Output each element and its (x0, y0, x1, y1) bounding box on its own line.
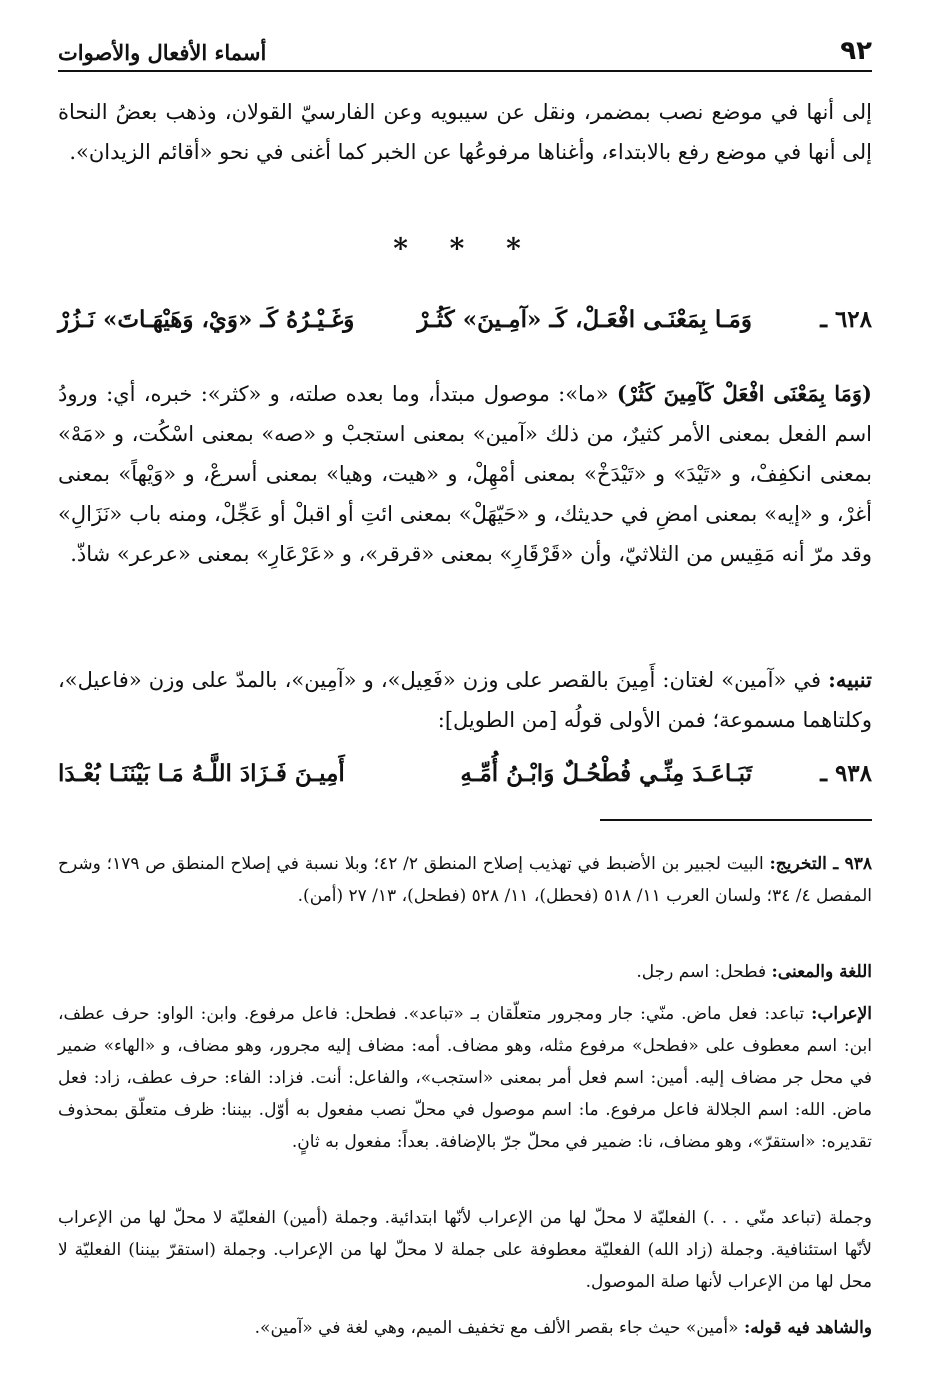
second-hemistich: وَغَـيْـرُهُ كَـ «وَيْ، وَهَيْهَـاتَ» نَـزُرْ (58, 306, 355, 333)
page-header (58, 30, 872, 72)
commentary-paragraph (58, 374, 872, 574)
note-label: تنبيه: (828, 667, 872, 692)
footnote-irab (58, 998, 872, 1158)
second-hemistich: أَمِيـنَ فَـزَادَ اللَّـهُ مَـا بَيْنَنَـا بُعْـدَا (58, 760, 345, 787)
irab-label: الإعراب: (811, 1004, 873, 1024)
opening-paragraph: إلى أنها في موضع نصب بمضمر، ونقل عن سيبويه وعن الفارسيّ القولان، وذهب بعضُ النحاة إلى أنها في موضع رفع بالابتداء، وأغناها مرفوعُها عن الخبر كما أغنى في نحو «أقائم الزيدان». (58, 100, 872, 164)
footnote-lugha (58, 956, 872, 988)
shahid-label: والشاهد فيه قوله: (743, 1318, 872, 1338)
commentary-lead: (وَمَا بِمَعْنَى افْعَلْ كَآمِينَ كَثُرْ) (616, 381, 872, 406)
footnote-divider (600, 819, 872, 821)
lugha-label: اللغة والمعنى: (771, 962, 872, 982)
footnote-takhrij (58, 848, 872, 912)
takhrij-text: البيت لجبير بن الأضبط في تهذيب إصلاح المنطق ٢/ ٤٢؛ وبلا نسبة في إصلاح المنطق ص ١٧٩؛ وشرح المفصل ٤/ ٣٤؛ ولسان العرب ١١/ ٥١٨ (فحطل)، ١١/ ٥٢٨ (فطحل)، ١٣/ ٢٧ (أمن). (58, 854, 872, 906)
footnote-shahid (58, 1312, 872, 1344)
note-paragraph (58, 660, 872, 740)
first-hemistich: وَمَـا بِمَعْنَـى افْعَـلْ، كَـ «آمِـينَ» كَثُـرْ (417, 306, 752, 333)
section-separator: * * * (393, 232, 537, 265)
lugha-text: فطحل: اسم رجل. (636, 962, 767, 982)
verse-number: ٦٢٨ ـ (820, 306, 872, 333)
first-hemistich: تَبَـاعَـدَ مِنِّـي فُطْحُـلٌ وَابْـنُ أُمِّـهِ (460, 760, 752, 787)
footnote-jumal: وجملة (تباعد منّي . . .) الفعليّة لا محلّ لها من الإعراب لأنّها ابتدائية. وجملة (أمين) الفعليّة لا محلّ لها من الإعراب لأنّها استئنافية. وجملة (زاد الله) الفعليّة معطوفة على جملة لا محلّ لها من الإعراب. وجملة (استقرّ بيننا) الفعليّة لا محل لها من الإعراب لأنها صلة الموصول. (58, 1208, 872, 1292)
page-number: ٩٢ (840, 36, 872, 66)
irab-text: تباعد: فعل ماض. منّي: جار ومجرور متعلّقان بـ «تباعد». فطحل: فاعل مرفوع. وابن: الواو: حرف عطف، ابن: اسم معطوف على «فطحل» مرفوع مثله، وهو مضاف. أمه: مضاف إليه مجرور، وهو مضاف، و «الهاء» ضمير في محل جر مضاف إليه. أمين: اسم فعل أمر بمعنى «استجب»، والفاعل: أنت. فزاد: الفاء: حرف عطف، زاد: فعل ماض. الله: اسم الجلالة فاعل مرفوع. ما: اسم موصول في محلّ نصب مفعول به أوّل. بيننا: ظرف متعلّق بمحذوف تقديره: «استقرّ»، وهو مضاف، نا: ضمير في محلّ جرّ بالإضافة. بعداً: مفعول به ثانٍ. (58, 1004, 872, 1152)
verse-number: ٩٣٨ ـ (820, 760, 872, 787)
verse-938 (58, 760, 872, 804)
running-title: أسماء الأفعال والأصوات (58, 40, 267, 65)
shahid-text: «أمين» حيث جاء بقصر الألف مع تخفيف الميم، وهي لغة في «آمين». (254, 1318, 739, 1338)
verse-628 (58, 306, 872, 350)
note-text: في «آمين» لغتان: أَمِينَ بالقصر على وزن «فَعِيل»، و «آمِين»، بالمدّ على وزن «فاعيل»، وكلتاهما مسموعة؛ فمن الأولى قولُه [من الطويل]: (58, 668, 872, 732)
commentary-text: «ما»: موصول مبتدأ، وما بعده صلته، و «كثر»: خبره، أي: ورودُ اسم الفعل بمعنى الأمر كثيرٌ، من ذلك «آمين» بمعنى استجبْ و «صه» بمعنى اسْكُت، و «مَهْ» بمعنى انكفِفْ، و «تَيْدَ» و «تَيْدَخْ» بمعنى أمْهِلْ، و «هيت، وهيا» بمعنى أسرعْ، و «وَيْهاً» بمعنى أغرْ، و «إيه» بمعنى امضِ في حديثك، و «حَيّهَلْ» بمعنى ائتِ أو اقبلْ أو عَجِّلْ، ومنه باب «نَزَالِ» وقد مرّ أنه مَقِيس من الثلاثيّ، وأن «قَرْقَارِ» بمعنى «قرقر»، و «عَرْعَارِ» بمعنى «عرعر» شاذّ. (58, 382, 872, 566)
takhrij-label: ٩٣٨ ـ التخريج: (769, 854, 872, 874)
